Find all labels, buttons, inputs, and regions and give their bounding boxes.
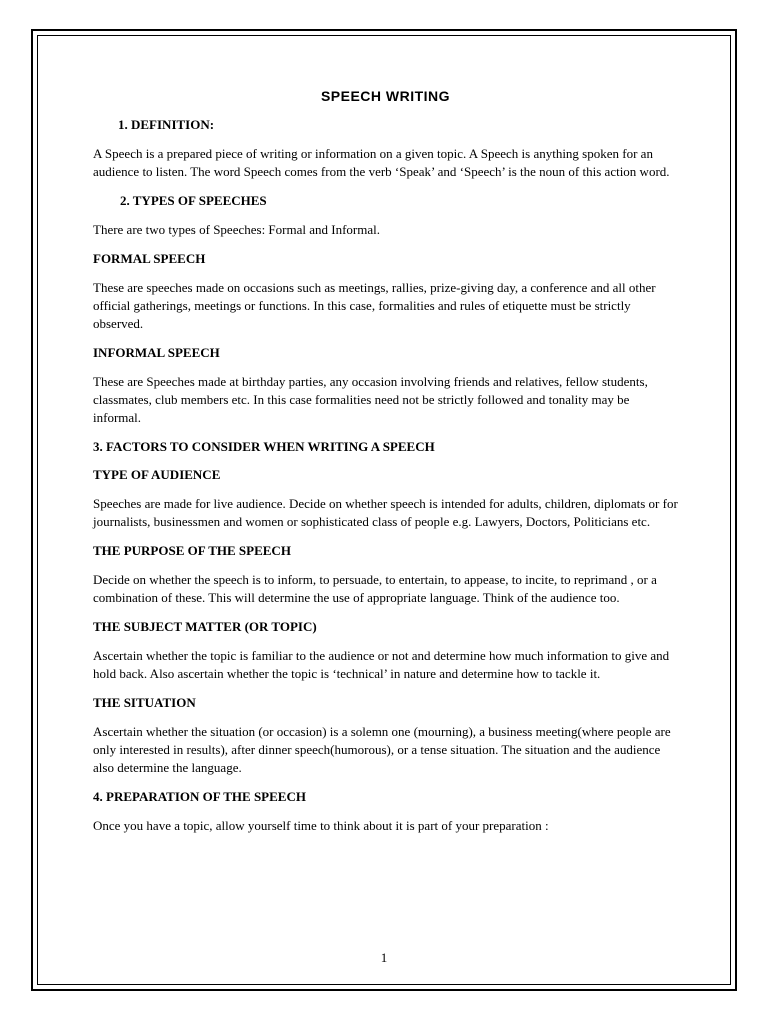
heading-subject-matter: THE SUBJECT MATTER (OR TOPIC) [93, 619, 317, 634]
heading-types-of-speeches: 2. TYPES OF SPEECHES [120, 193, 267, 208]
page-number: 1 [380, 950, 388, 965]
heading-factors: 3. FACTORS TO CONSIDER WHEN WRITING A SPEECH [93, 439, 435, 454]
paragraph-formal-speech: These are speeches made on occasions such as meetings, rallies, prize-giving day, a conference and all other official gatherings, meetings or functions. In this case, formalities and rules of etiquette must be strictly observed. [93, 280, 656, 331]
paragraph-subject-matter: Ascertain whether the topic is familiar to the audience or not and determine how much information to give and hold back. Also ascertain whether the topic is ‘technical’ in nature and determine how to tackle it. [93, 648, 670, 681]
heading-formal-speech: FORMAL SPEECH [93, 251, 206, 266]
heading-preparation: 4. PREPARATION OF THE SPEECH [93, 789, 306, 804]
paragraph-situation: Ascertain whether the situation (or occasion) is a solemn one (mourning), a business meeting(where people are only interested in results), after dinner speech(humorous), or a tense situation. The situation and the audience also determine the language. [93, 724, 671, 775]
paragraph-type-of-audience: Speeches are made for live audience. Decide on whether speech is intended for adults, children, diplomats or for journalists, businessmen and women or sophisticated class of people e.g. Lawyers, Doctors, Politicians etc. [93, 496, 678, 529]
paragraph-informal-speech: These are Speeches made at birthday parties, any occasion involving friends and relatives, fellow students, classmates, club members etc. In this case formalities need not be strictly followed and tonality may be informal. [93, 374, 648, 425]
heading-type-of-audience: TYPE OF AUDIENCE [93, 467, 221, 482]
document-body [93, 88, 678, 847]
paragraph-purpose: Decide on whether the speech is to inform, to persuade, to entertain, to appease, to incite, to reprimand , or a combination of these. This will determine the use of appropriate language. Think of the audience too. [93, 572, 657, 605]
paragraph-types: There are two types of Speeches: Formal and Informal. [93, 222, 380, 237]
heading-situation: THE SITUATION [93, 695, 196, 710]
heading-informal-speech: INFORMAL SPEECH [93, 345, 220, 360]
heading-definition: 1. DEFINITION: [118, 117, 215, 132]
paragraph-preparation: Once you have a topic, allow yourself time to think about it is part of your preparation : [93, 818, 549, 833]
paragraph-definition: A Speech is a prepared piece of writing or information on a given topic. A Speech is anything spoken for an audience to listen. The word Speech comes from the verb ‘Speak’ and ‘Speech’ is the noun of this action word. [93, 146, 670, 179]
document-title: SPEECH WRITING [320, 88, 451, 104]
heading-purpose: THE PURPOSE OF THE SPEECH [93, 543, 291, 558]
